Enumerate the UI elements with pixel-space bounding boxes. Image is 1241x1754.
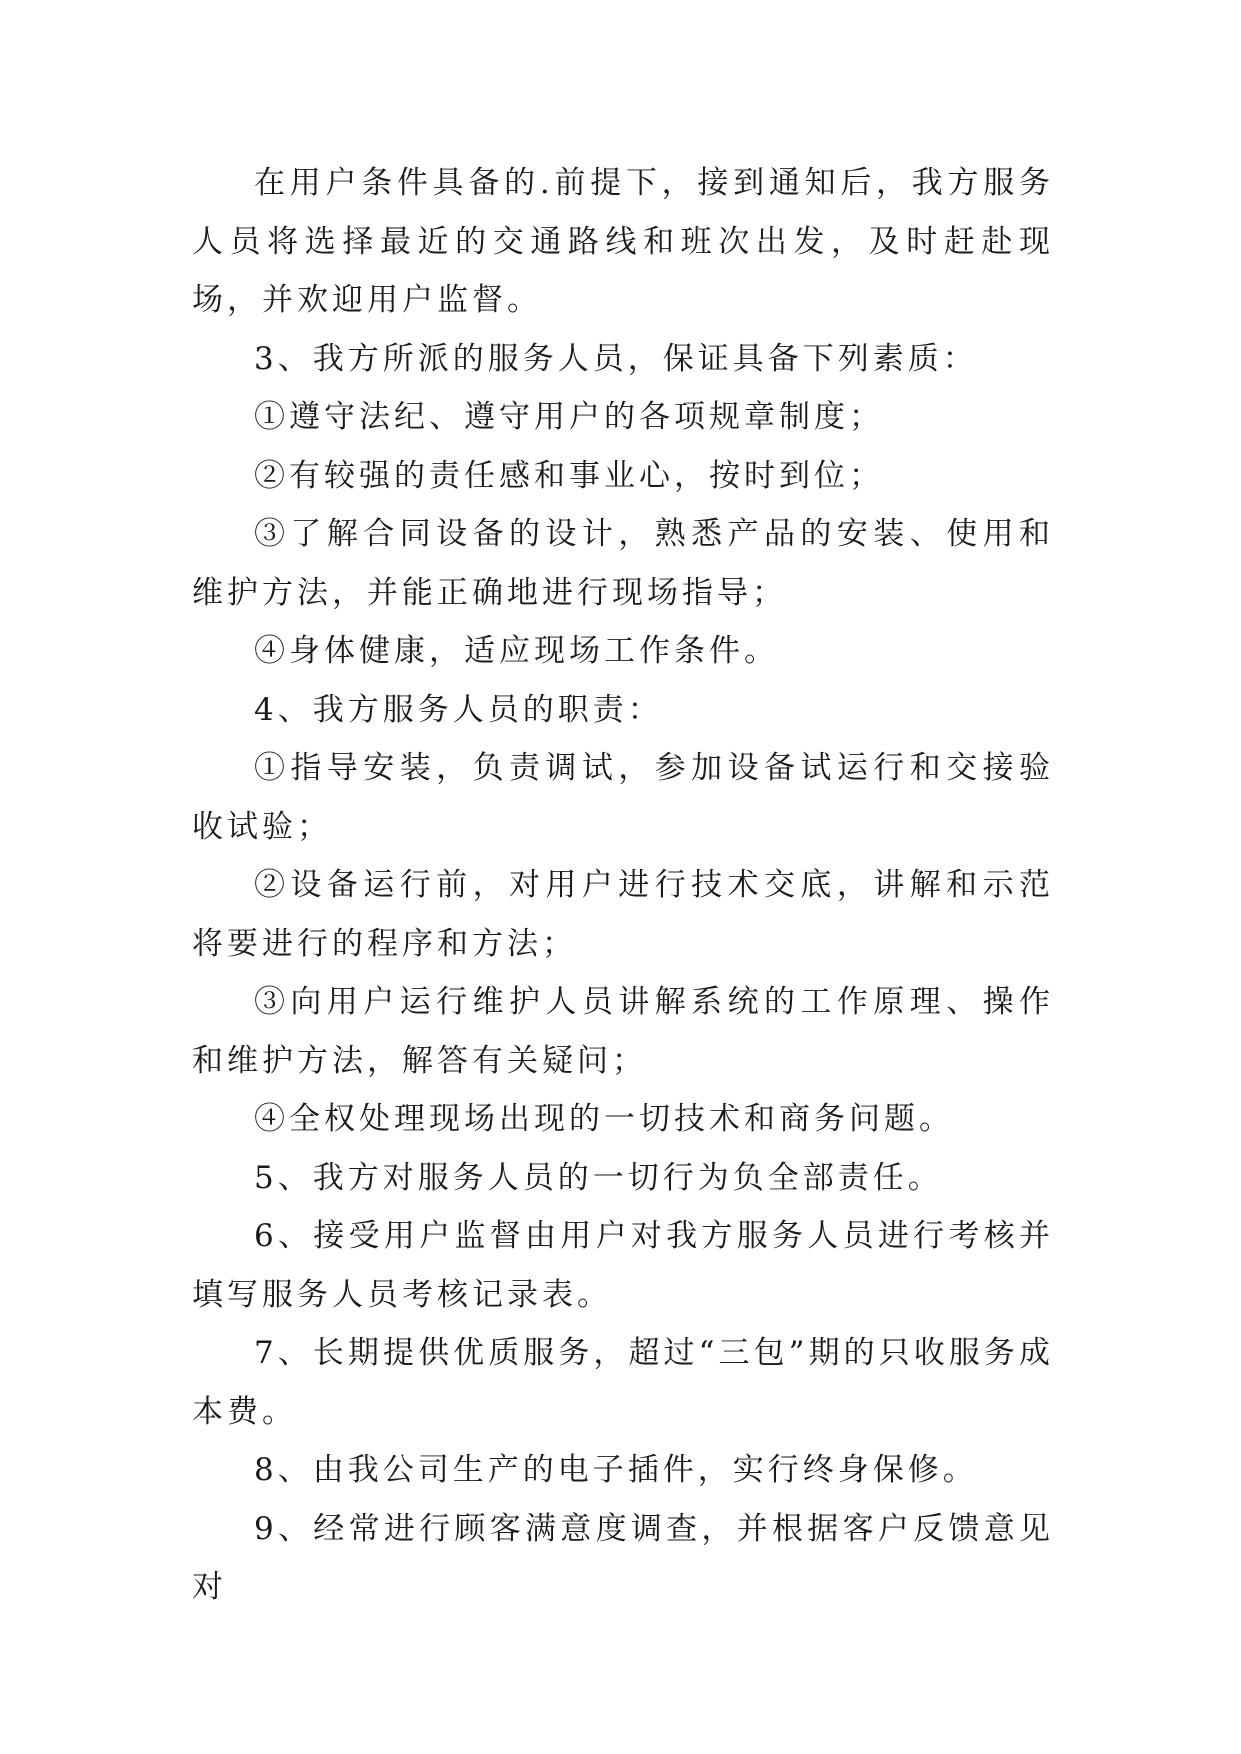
- paragraph-item-4-1: ①指导安装，负责调试，参加设备试运行和交接验收试验；: [192, 750, 1054, 845]
- paragraph-item-4: 4、我方服务人员的职责：: [254, 691, 663, 728]
- paragraph-item-5: 5、我方对服务人员的一切行为负全部责任。: [254, 1159, 943, 1196]
- paragraph-item-8: 8、由我公司生产的电子插件，实行终身保修。: [254, 1452, 978, 1488]
- paragraph-item-3-3: ③了解合同设备的设计，熟悉产品的安装、使用和维护方法，并能正确地进行现场指导；: [192, 516, 1054, 611]
- paragraph-item-9: 9、经常进行顾客满意度调查，并根据客户反馈意见对: [192, 1510, 1054, 1605]
- paragraph-item-4-4: ④全权处理现场出现的一切技术和商务问题。: [254, 1101, 954, 1137]
- paragraph-item-3-4: ④身体健康，适应现场工作条件。: [254, 633, 779, 669]
- paragraph-item-4-2: ②设备运行前，对用户进行技术交底，讲解和示范将要进行的程序和方法；: [192, 867, 1054, 962]
- paragraph-item-3: 3、我方所派的服务人员，保证具备下列素质：: [254, 340, 978, 377]
- paragraph-intro: 在用户条件具备的.前提下，接到通知后，我方服务人员将选择最近的交通路线和班次出发，及时赶赴现场，并欢迎用户监督。: [192, 165, 1054, 318]
- paragraph-item-3-1: ①遵守法纪、遵守用户的各项规章制度；: [254, 399, 884, 435]
- paragraph-item-3-2: ②有较强的责任感和事业心，按时到位；: [254, 457, 884, 494]
- paragraph-item-4-3: ③向用户运行维护人员讲解系统的工作原理、操作和维护方法，解答有关疑问；: [192, 984, 1054, 1079]
- document-page: [192, 154, 1054, 1617]
- paragraph-item-7: 7、长期提供优质服务，超过“三包”期的只收服务成本费。: [192, 1335, 1054, 1430]
- paragraph-item-6: 6、接受用户监督由用户对我方服务人员进行考核并填写服务人员考核记录表。: [192, 1218, 1054, 1313]
